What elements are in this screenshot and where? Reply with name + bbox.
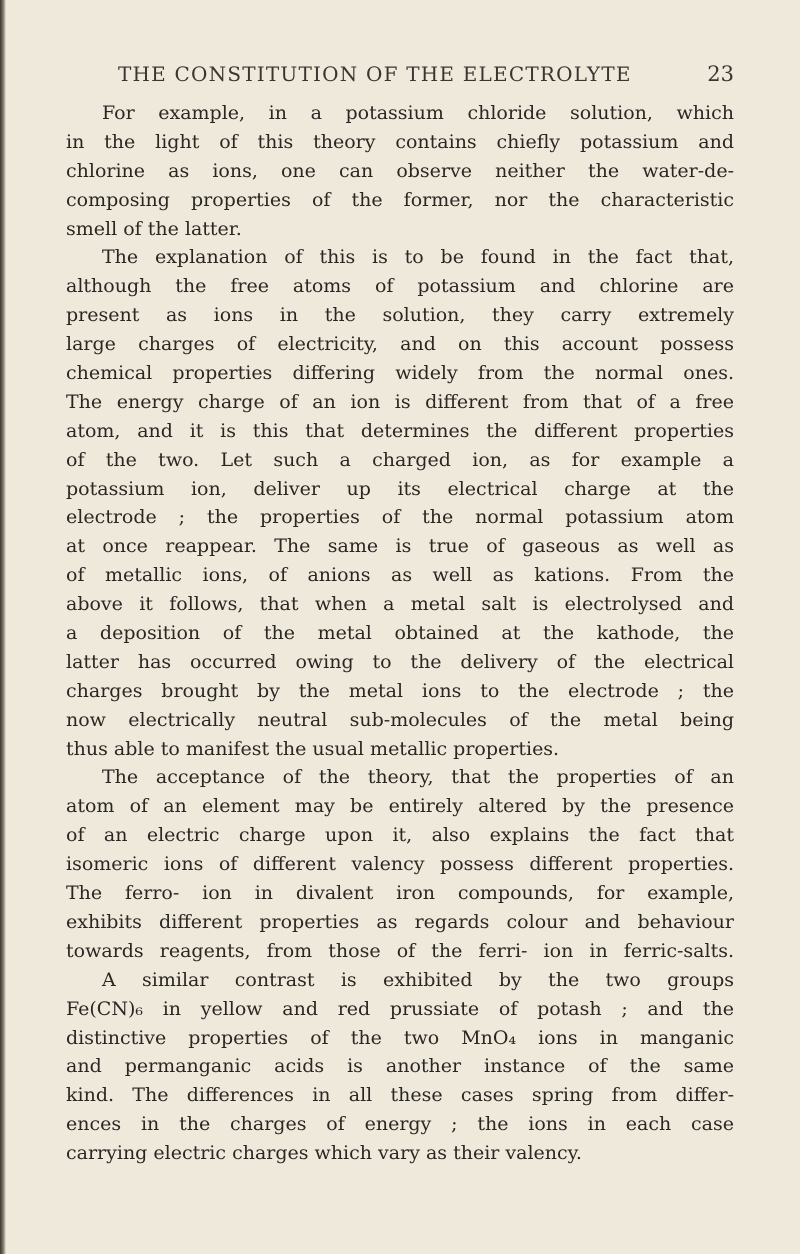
running-head	[88, 62, 734, 92]
text-line: kind. The differences in all these cases spring from differ-	[66, 1084, 734, 1107]
text-line: The acceptance of the theory, that the properties of an	[102, 766, 734, 789]
body-text	[66, 99, 734, 1168]
text-line: The explanation of this is to be found in the fact that,	[102, 246, 734, 269]
text-line: exhibits different properties as regards colour and behaviour	[66, 910, 734, 933]
page-number: 23	[707, 62, 734, 86]
text-line: composing properties of the former, nor the characteristic	[66, 188, 734, 211]
text-line: atom, and it is this that determines the different properties	[66, 419, 734, 442]
text-line: potassium ion, deliver up its electrical charge at the	[66, 477, 734, 500]
text-line: although the free atoms of potassium and chlorine are	[66, 275, 734, 298]
text-line: latter has occurred owing to the delivery of the electrical	[66, 650, 734, 673]
text-line: A similar contrast is exhibited by the two groups	[102, 968, 734, 991]
running-title: THE CONSTITUTION OF THE ELECTROLYTE	[118, 62, 632, 86]
text-line: and permanganic acids is another instance of the same	[66, 1055, 734, 1078]
text-line: smell of the latter.	[66, 217, 242, 240]
text-line: large charges of electricity, and on this account possess	[66, 333, 734, 356]
text-line: isomeric ions of different valency possess different properties.	[66, 853, 734, 876]
text-line: present as ions in the solution, they carry extremely	[66, 304, 734, 327]
text-line: Fe(CN)₆ in yellow and red prussiate of potash ; and the	[66, 997, 734, 1020]
page-binding-edge	[0, 0, 6, 1254]
text-line: electrode ; the properties of the normal potassium atom	[66, 506, 734, 529]
text-line: at once reappear. The same is true of gaseous as well as	[66, 535, 734, 558]
text-line: above it follows, that when a metal salt is electrolysed and	[66, 593, 734, 616]
text-line: in the light of this theory contains chiefly potassium and	[66, 130, 734, 153]
text-line: thus able to manifest the usual metallic properties.	[66, 737, 560, 760]
text-line: The energy charge of an ion is different from that of a free	[66, 390, 734, 413]
text-line: of the two. Let such a charged ion, as for example a	[66, 448, 734, 471]
text-line: chlorine as ions, one can observe neither the water-de-	[66, 159, 734, 182]
text-line: of metallic ions, of anions as well as kations. From the	[66, 564, 734, 587]
text-line: of an electric charge upon it, also explains the fact that	[66, 824, 734, 847]
text-line: atom of an element may be entirely altered by the presence	[66, 795, 734, 818]
text-line: carrying electric charges which vary as their valency.	[66, 1142, 582, 1165]
text-line: towards reagents, from those of the ferri- ion in ferric-salts.	[66, 939, 734, 962]
text-line: charges brought by the metal ions to the electrode ; the	[66, 679, 734, 702]
text-line: distinctive properties of the two MnO₄ ions in manganic	[66, 1026, 734, 1049]
text-line: ences in the charges of energy ; the ions in each case	[66, 1113, 734, 1136]
text-line: a deposition of the metal obtained at the kathode, the	[66, 622, 734, 645]
text-line: chemical properties differing widely from the normal ones.	[66, 362, 734, 385]
text-line: For example, in a potassium chloride solution, which	[102, 102, 734, 124]
text-line: The ferro- ion in divalent iron compounds, for example,	[66, 882, 734, 905]
text-line: now electrically neutral sub-molecules of the metal being	[66, 708, 734, 731]
